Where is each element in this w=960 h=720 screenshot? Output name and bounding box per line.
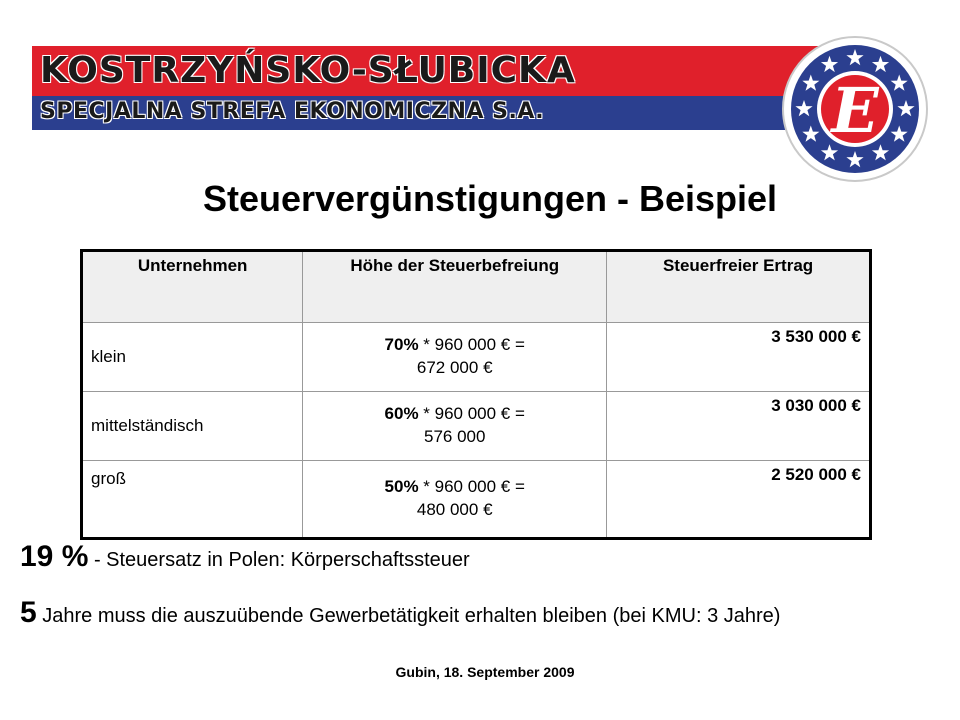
income-cell: 3 030 000 € [607, 392, 871, 461]
rate: 70% [384, 335, 419, 355]
logo-subtitle: SPECJALNA STREFA EKONOMICZNA S.A. [40, 99, 545, 124]
rate: 60% [384, 404, 419, 424]
logo-title: KOSTRZYŃSKO-SŁUBICKA [40, 50, 576, 91]
rate: 50% [384, 477, 419, 497]
page-title: Steuervergünstigungen - Beispiel [202, 178, 778, 219]
company-cell: mittelständisch [82, 392, 303, 461]
exemption-cell [303, 461, 607, 539]
amount: 576 000 [423, 427, 486, 446]
formula: * 960 000 € = [418, 335, 525, 355]
table-row [82, 461, 871, 539]
emblem-logo [780, 34, 930, 184]
table-header-row [82, 251, 871, 323]
income-cell: 3 530 000 € [607, 323, 871, 392]
formula: * 960 000 € = [418, 404, 525, 424]
exemption-cell [303, 392, 607, 461]
formula: * 960 000 € = [418, 477, 525, 497]
company-cell: groß [82, 461, 303, 539]
company-cell: klein [82, 323, 303, 392]
note-big-value: 5 [20, 596, 37, 629]
note-text: Jahre muss die auszuübende Gewerbetätigkeit erhalten bleiben (bei KMU: 3 Jahre) [36, 605, 781, 627]
amount: 480 000 € [416, 500, 493, 519]
note-text: - Steuersatz in Polen: Körperschaftssteuer [88, 549, 470, 571]
header-taxfree-income: Steuerfreier Ertrag [607, 251, 871, 323]
tax-rate-note [20, 540, 470, 574]
tax-table [80, 249, 872, 540]
footer: Gubin, 18. September 2009 [395, 664, 575, 680]
note-big-value: 19 % [20, 540, 89, 573]
duration-note [20, 596, 780, 630]
income-cell: 2 520 000 € [607, 461, 871, 539]
amount: 672 000 € [416, 358, 493, 377]
emblem-letter: E [831, 74, 879, 147]
exemption-cell [303, 323, 607, 392]
table-row [82, 392, 871, 461]
table-row [82, 323, 871, 392]
header-company: Unternehmen [82, 251, 303, 323]
header-exemption: Höhe der Steuerbefreiung [303, 251, 607, 323]
